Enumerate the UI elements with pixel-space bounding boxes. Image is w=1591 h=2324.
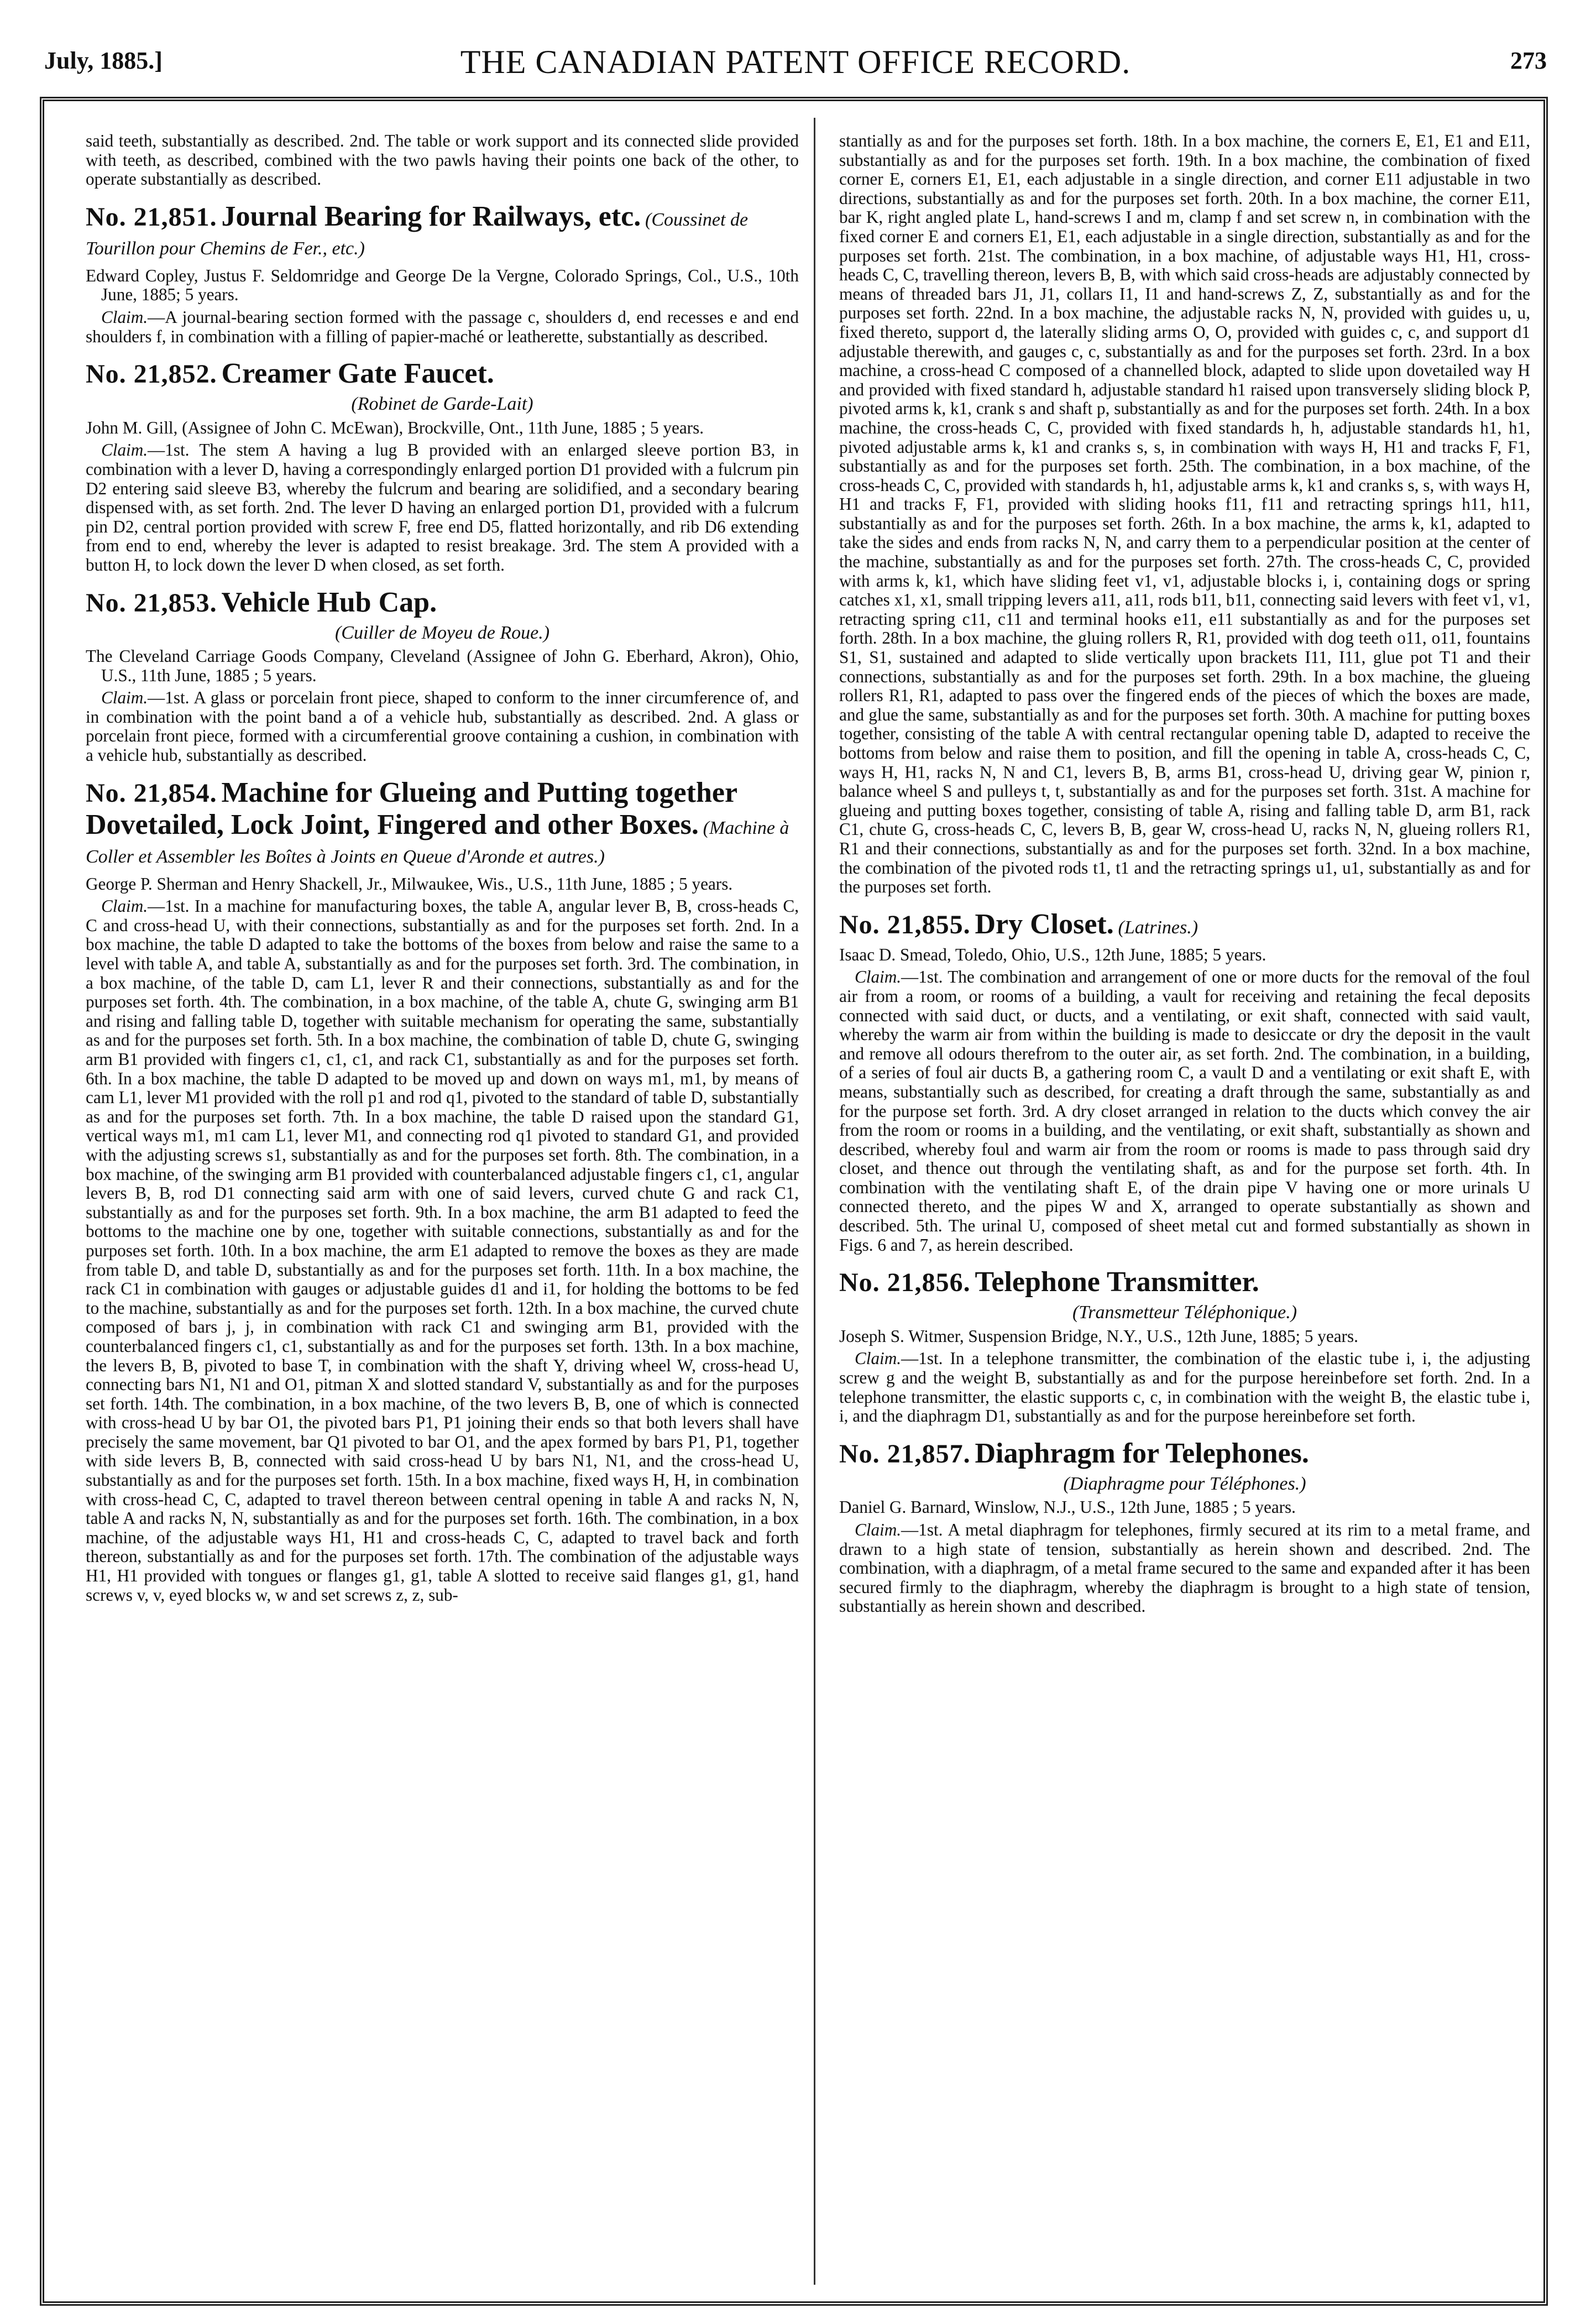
- patent-title: Journal Bearing for Railways, etc.: [221, 200, 641, 232]
- claim-label: Claim.: [855, 967, 902, 987]
- entry-heading: [86, 776, 799, 871]
- inventor-line: Joseph S. Witmer, Suspension Bridge, N.Y., U.S., 12th June, 1885; 5 years.: [839, 1326, 1358, 1346]
- claim-label: Claim.: [855, 1349, 902, 1369]
- claim-body: —1st. In a telephone transmitter, the combination of the elastic tube i, i, the adjusting screw g and the weight B, substantially as and for the purpose hereinbefore set forth. 2nd. In a telephone transmitter, the elastic supports c, c, in combination with the weight B, the elastic tube i, i, and the diaphragm D1, substantially as and for the purpose hereinbefore set forth.: [839, 1349, 1530, 1426]
- entry-heading: [86, 202, 799, 263]
- patent-number: No. 21,852.: [86, 359, 217, 389]
- claim-text: [86, 688, 799, 765]
- inventor-line: Edward Copley, Justus F. Seldomridge and George De la Vergne, Colorado Springs, Col., U.S., 10th June, 1885; 5 years.: [86, 265, 799, 305]
- patent-number: No. 21,855.: [839, 910, 971, 939]
- page-frame: [40, 97, 1548, 2306]
- french-title: (Machine à Coller et Assembler les Boîtes à Joints en Queue d'Aronde et autres.): [86, 817, 789, 867]
- patent-title: Creamer Gate Faucet.: [221, 358, 494, 390]
- page-number: 273: [1510, 47, 1547, 74]
- claim-text: [839, 968, 1530, 1255]
- patent-number: No. 21,851.: [86, 202, 217, 232]
- patent-number: No. 21,853.: [86, 588, 217, 618]
- entry-heading: [86, 588, 799, 620]
- column-divider: [814, 118, 815, 2285]
- claim-label: Claim.: [101, 307, 148, 327]
- inventor-line: George P. Sherman and Henry Shackell, Jr., Milwaukee, Wis., U.S., 11th June, 1885 ; 5 years.: [86, 874, 733, 894]
- french-title: (Robinet de Garde-Lait): [351, 394, 533, 415]
- continuation-text: said teeth, substantially as described. 2nd. The table or work support and its connected slide provided with teeth, as described, combined with the two pawls having their points one back of the other, to operate substantially as described.: [86, 132, 799, 189]
- claim-label: Claim.: [101, 440, 148, 460]
- page-header: [22, 43, 1569, 87]
- patent-number: No. 21,854.: [86, 778, 217, 808]
- claim-body: —1st. In a machine for manufacturing boxes, the table A, angular lever B, B, cross-heads C, C and cross-head U, with their connections, substantially as and for the purposes set forth. 2nd. In a box machine, the table D adapted to take the bottoms of the boxes from below and raise the same to a level with table A, and table A, substantially as and for the purposes set forth. 3rd. The combination, in a box machine, of the table D, cam L1, lever R and their connections, substantially as and for the purposes set forth. 4th. The combination, in a box machine, of the table A, chute G, swinging arm B1 and rising and falling table D, together with suitable mechanism for operating the same, substantially as and for the purposes set forth. 5th. In a box machine, the combination of table D, chute G, swinging arm B1 provided with fingers c1, c1, c1, and rack C1, substantially as and for the purposes set forth. 6th. In a box machine, the table D adapted to be moved up and down on ways m1, m1, by means of cam L1, lever M1 provided with the roll p1 and rod q1, pivoted to the standard of table D, substantially as and for the purposes set forth. 7th. In a box machine, the table D raised upon the standard G1, vertical ways m1, m1 cam L1, lever M1, and connecting rod q1 pivoted to standard G1, and provided with the adjusting screws s1, substantially as and for the purposes set forth. 8th. The combination, in a box machine, of the swinging arm B1 provided with counterbalanced adjustable fingers c1, c1, angular levers B, B, rod D1 connecting said arm with one of said levers, curved chute G and rack C1, substantially as and for the purposes set forth. 9th. In a box machine, the arm B1 adapted to feed the bottoms to the machine one by one, together with suitable connections, substantially as and for the purposes set forth. 10th. In a box machine, the arm E1 adapted to remove the boxes as they are made from table D, and table D, substantially as and for the purposes set forth. 11th. In a box machine, the rack C1 in combination with gauges or adjustable guides d1 and i1, for holding the bottoms to be fed to the machine, substantially as and for the purposes set forth. 12th. In a box machine, the curved chute composed of bars j, j, in combination with rack C1 and swinging arm B1, provided with the counterbalanced fingers c1, c1, substantially as and for the purposes set forth. 13th. In a box machine, the levers B, B, pivoted to base T, in combination with the shaft Y, driving wheel W, cross-head U, connecting bars N1, N1 and O1, pitman X and slotted standard V, substantially as and for the purposes set forth. 14th. The combination, in a box machine, of the two levers B, B, one of which is connected with cross-head U by bar O1, the pivoted bars P1, P1 joining their ends so that both levers shall have precisely the same movement, bar Q1 pivoted to bar O1, and the apex formed by bars P1, P1, together with side levers B, B, connected with said cross-head U by bars N1, N1, and the cross-head U, substantially as and for the purposes set forth. 15th. In a box machine, fixed ways H, H, in combination with cross-head C, C, adapted to travel thereon between central opening in table A and racks N, N, table A and racks N, N, substantially as and for the purposes set forth. 16th. The combination, in a box machine, of the adjustable ways H1, H1 and cross-heads C, C, adapted to travel back and forth thereon, substantially as and for the purposes set forth. 17th. The combination of the adjustable ways H1, H1 provided with tongues or flanges g1, g1, table A slotted to receive said flanges g1, g1, hand screws v, v, eyed blocks w, w and set screws z, z, sub-: [86, 896, 799, 1605]
- claim-body: —1st. The stem A having a lug B provided with an enlarged sleeve portion B3, in combination with a lever D, having a correspondingly enlarged portion D1 provided with a fulcrum pin D2 entering said sleeve B3, whereby the fulcrum and bearing are solidified, and a secondary bearing dispensed with, as set forth. 2nd. The lever D having an enlarged portion D1, provided with a fulcrum pin D2, central portion provided with screw F, free end D5, flatted horizontally, and rib D6 extending from end to end, whereby the lever is adapted to resist breakage. 3rd. The stem A provided with a button H, to lock down the lever D when closed, as set forth.: [86, 440, 799, 575]
- claim-body: —A journal-bearing section formed with the passage c, shoulders d, end recesses e and end shoulders f, in combination with a filling of papier-maché or leatherette, substantially as described.: [86, 307, 799, 346]
- patent-entry: [839, 910, 1530, 1255]
- issue-date: July, 1885.]: [44, 47, 163, 74]
- entry-heading: [839, 1268, 1530, 1300]
- patent-title: Vehicle Hub Cap.: [221, 586, 437, 618]
- inventor-line: The Cleveland Carriage Goods Company, Cleveland (Assignee of John G. Eberhard, Akron), Ohio, U.S., 11th June, 1885 ; 5 years.: [86, 646, 799, 685]
- inventor-line: Isaac D. Smead, Toledo, Ohio, U.S., 12th June, 1885; 5 years.: [839, 944, 1266, 964]
- french-title: (Transmetteur Téléphonique.): [1072, 1302, 1297, 1323]
- claim-label: Claim.: [101, 688, 148, 708]
- left-column: [86, 132, 799, 2268]
- french-title: (Latrines.): [1118, 917, 1199, 938]
- inventor-line: Daniel G. Barnard, Winslow, N.J., U.S., 12th June, 1885 ; 5 years.: [839, 1497, 1296, 1517]
- claim-label: Claim.: [855, 1520, 902, 1539]
- french-title: (Cuiller de Moyeu de Roue.): [334, 622, 550, 643]
- claim-body: —1st. A glass or porcelain front piece, shaped to conform to the inner circumference of, and in combination with the point band a of a vehicle hub, substantially as described. 2nd. A glass or porcelain front piece, formed with a circumferential groove containing a cushion, in combination with a vehicle hub, substantially as described.: [86, 688, 799, 765]
- patent-entry: [86, 359, 799, 575]
- continuation-text: stantially as and for the purposes set forth. 18th. In a box machine, the corners E, E1, E1 and E11, substantially as and for the purposes set forth. 19th. In a box machine, the combination of fixed corner E, corners E1, E1, each adjustable in a single direction, and corner E11 adjustable in two directions, substantially as and for the purposes set forth. 20th. In a box machine, the corner E11, bar K, right angled plate L, hand-screws I and m, clamp f and set screw n, in combination with the fixed corner E and corners E1, E1, each adjustable in a single direction, substantially as and for the purposes set forth. 21st. The combination, in a box machine, of adjustable ways H1, H1, cross-heads C, C, travelling thereon, levers B, B, with which said cross-heads are adjustably connected by means of threaded bars J1, J1, collars I1, I1 and hand-screws Z, Z, substantially as and for the purposes set forth. 22nd. In a box machine, the adjustable racks N, N, provided with guides u, u, fixed thereto, support d, the laterally sliding arms O, O, provided with guides c, c, and support d1 adjustable therewith, and gauges c, c, substantially as and for the purposes set forth. 23rd. In a box machine, a cross-head C composed of a channelled block, adapted to slide upon dovetailed way H and provided with fixed standard h, adjustable standard h1 raised upon transversely sliding block P, pivoted arms k, k1, crank s and shaft p, substantially as and for the purposes set forth. 24th. In a box machine, the cross-heads C, C, provided with fixed standards h, h, adjustable standards h1, h1, pivoted adjustable arms k, k1 and cranks s, s, in combination with ways H, H1 and tracks F, F1, substantially as and for the purposes set forth. 25th. The combination, in a box machine, of the cross-heads C, C, provided with standards h, h1, adjustable arms k, k1 and cranks s, s, with ways H, H1 and tracks F, F1, provided with sliding hooks f11, f11 and retracting springs h11, h11, substantially as and for the purposes set forth. 26th. In a box machine, the arms k, k1, adapted to take the sides and ends from racks N, N, and carry them to a perpendicular position at the center of the machine, substantially as and for the purposes set forth. 27th. The cross-heads C, C, provided with arms k, k1, which have sliding feet v1, v1, adjustable blocks i, i, containing dogs or spring catches x1, x1, small tripping levers a11, a11, rods b11, b11, connecting said levers with feet v1, v1, retracting spring c11, c11 and terminal hooks e11, e11 substantially as and for the purposes set forth. 28th. In a box machine, the gluing rollers R, R1, provided with dog teeth o11, o11, fountains S1, S1, sustained and adapted to slide vertically upon brackets I11, I11, glue pot T1 and their connections, substantially as and for the purposes set forth. 29th. In a box machine, the glueing rollers R1, R1, adapted to pass over the fingered ends of the pieces of which the boxes are made, and glue the same, substantially as and for the purposes set forth. 30th. A machine for putting boxes together, consisting of the table A with central rectangular opening table D, adapted to receive the bottoms from below and raise them to position, and fill the opening in table A, cross-heads C, C, ways H, H1, racks N, N and C1, levers B, B, arms B1, cross-head U, driving gear W, pinion r, balance wheel S and pulleys t, t, substantially as and for the purposes set forth. 31st. A machine for glueing and putting boxes together, consisting of table A, rising and falling table D, arm B1, rack C1, chute G, cross-heads C, C, levers B, B, gear W, cross-head U, racks N, N, glueing rollers R1, R1 and their connections, substantially as and for the purposes set forth. 32nd. In a box machine, the combination of the pivoted rods t1, t1 and the retracting springs u1, u1, substantially as and for the purposes set forth.: [839, 132, 1530, 897]
- french-title: (Diaphragme pour Téléphones.): [1063, 1473, 1306, 1494]
- patent-entry: [839, 1268, 1530, 1426]
- patent-title: Machine for Glueing and Putting together Dovetailed, Lock Joint, Fingered and other Boxes.: [86, 776, 737, 840]
- patent-entry: [839, 1439, 1530, 1616]
- claim-body: —1st. A metal diaphragm for telephones, firmly secured at its rim to a metal frame, and drawn to a high state of tension, substantially as herein shown and described. 2nd. The combination, with a diaphragm, of a metal frame secured to the same and expanded after it has been secured firmly to the diaphragm, whereby the diaphragm is brought to a high state of tension, substantially as herein shown and described.: [839, 1520, 1530, 1616]
- claim-text: [86, 897, 799, 1605]
- claim-body: —1st. The combination and arrangement of one or more ducts for the removal of the foul air from a room, or rooms of a building, a vault for receiving and retaining the fecal deposits connected with said duct, or ducts, and a ventilating, or exit shaft, connected with said vault, whereby the warm air from within the building is made to desiccate or dry the deposit in the vault and remove all odours therefrom to the outer air, as set forth. 2nd. The combination, in a building, of a series of foul air ducts B, a gathering room C, a vault D and a ventilating or exit shaft E, with means, substantially such as described, for creating a draft through the same, substantially as and for the purpose set forth. 3rd. A dry closet arranged in relation to the ducts which convey the air from the room or rooms in a building, and the ventilating, or exit shaft, substantially as shown and described, whereby foul and warm air from the room or rooms is made to pass through said dry closet, and thence out through the ventilating shaft, as and for the purpose set forth. 4th. In combination with the ventilating shaft E, of the drain pipe V having one or more urinals U connected thereto, and the pipes W and X, arranged to operate substantially as shown and described. 5th. The urinal U, composed of sheet metal cut and formed substantially as shown in Figs. 6 and 7, as herein described.: [839, 967, 1530, 1255]
- french-title: (Coussinet de Tourillon pour Chemins de Fer., etc.): [86, 209, 749, 259]
- patent-title: Dry Closet.: [975, 908, 1114, 940]
- patent-number: No. 21,857.: [839, 1439, 971, 1469]
- patent-entry: [86, 776, 799, 1605]
- claim-text: [839, 1521, 1530, 1616]
- entry-heading: [839, 1439, 1530, 1471]
- right-column: [839, 132, 1530, 2268]
- publication-title: THE CANADIAN PATENT OFFICE RECORD.: [460, 44, 1131, 80]
- claim-label: Claim.: [101, 896, 148, 916]
- claim-text: [86, 441, 799, 575]
- patent-entry: [86, 588, 799, 765]
- entry-heading: [86, 359, 799, 391]
- patent-title: Telephone Transmitter.: [975, 1266, 1259, 1298]
- inventor-line: John M. Gill, (Assignee of John C. McEwan), Brockville, Ont., 11th June, 1885 ; 5 years.: [86, 417, 704, 437]
- patent-number: No. 21,856.: [839, 1268, 971, 1298]
- patent-title: Diaphragm for Telephones.: [975, 1437, 1309, 1469]
- claim-text: [839, 1349, 1530, 1425]
- claim-text: [86, 308, 799, 346]
- entry-heading: [839, 910, 1530, 942]
- patent-entry: [86, 202, 799, 346]
